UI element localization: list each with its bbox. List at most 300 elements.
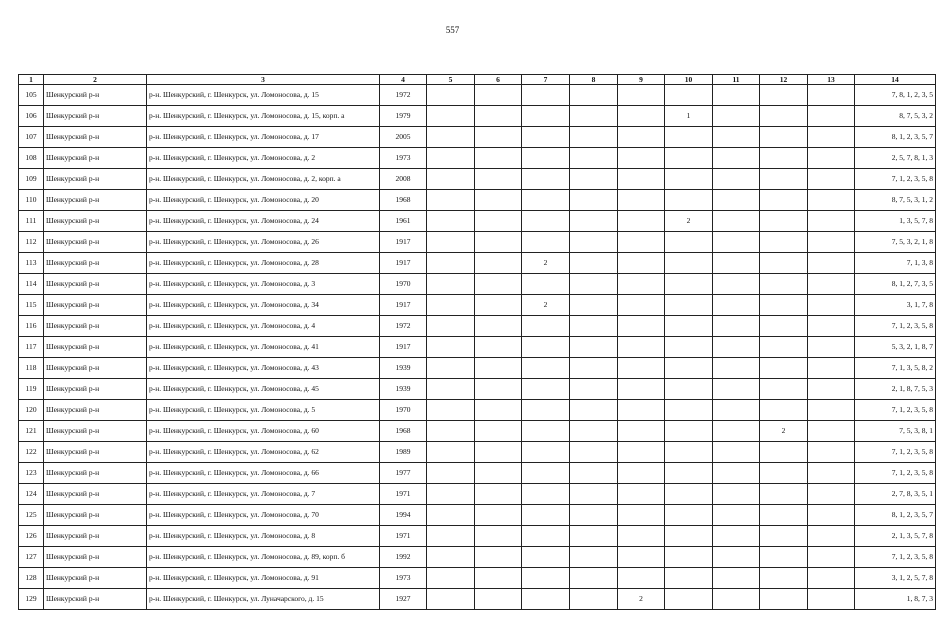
col10-cell xyxy=(665,484,713,505)
codes-cell: 7, 1, 3, 8 xyxy=(855,253,936,274)
table-row xyxy=(19,400,936,421)
col9-cell xyxy=(618,232,665,253)
column-header: 9 xyxy=(618,75,665,85)
col11-cell xyxy=(713,316,760,337)
col13-cell xyxy=(808,505,855,526)
year-cell: 1939 xyxy=(380,358,427,379)
col8-cell xyxy=(570,85,618,106)
col9-cell xyxy=(618,421,665,442)
col6-cell xyxy=(475,85,522,106)
col8-cell xyxy=(570,274,618,295)
codes-cell: 2, 7, 8, 3, 5, 1 xyxy=(855,484,936,505)
col5-cell xyxy=(427,568,475,589)
col11-cell xyxy=(713,127,760,148)
col12-cell xyxy=(760,526,808,547)
col7-cell xyxy=(522,85,570,106)
col12-cell xyxy=(760,169,808,190)
col5-cell xyxy=(427,379,475,400)
col7-cell xyxy=(522,274,570,295)
col9-cell xyxy=(618,148,665,169)
col12-cell xyxy=(760,463,808,484)
col8-cell xyxy=(570,148,618,169)
col9-cell xyxy=(618,358,665,379)
year-cell: 1917 xyxy=(380,295,427,316)
row-number-cell: 114 xyxy=(19,274,44,295)
district-cell: Шенкурский р-н xyxy=(44,379,147,400)
col10-cell xyxy=(665,526,713,547)
col12-cell xyxy=(760,85,808,106)
col9-cell xyxy=(618,400,665,421)
col9-cell xyxy=(618,442,665,463)
col6-cell xyxy=(475,358,522,379)
col10-cell xyxy=(665,568,713,589)
year-cell: 1979 xyxy=(380,106,427,127)
col7-cell xyxy=(522,127,570,148)
codes-cell: 7, 1, 2, 3, 5, 8 xyxy=(855,400,936,421)
col9-cell xyxy=(618,484,665,505)
table-row xyxy=(19,253,936,274)
row-number-cell: 123 xyxy=(19,463,44,484)
col7-cell xyxy=(522,379,570,400)
col10-cell xyxy=(665,379,713,400)
col7-cell xyxy=(522,568,570,589)
col8-cell xyxy=(570,379,618,400)
year-cell: 1971 xyxy=(380,484,427,505)
col12-cell xyxy=(760,274,808,295)
col8-cell xyxy=(570,316,618,337)
col11-cell xyxy=(713,400,760,421)
col11-cell xyxy=(713,190,760,211)
year-cell: 1927 xyxy=(380,589,427,610)
address-cell: р-н. Шенкурский, г. Шенкурск, ул. Ломоносова, д. 26 xyxy=(147,232,380,253)
year-cell: 1972 xyxy=(380,316,427,337)
codes-cell: 2, 1, 3, 5, 7, 8 xyxy=(855,526,936,547)
row-number-cell: 109 xyxy=(19,169,44,190)
col7-cell xyxy=(522,316,570,337)
col7-cell: 2 xyxy=(522,253,570,274)
row-number-cell: 115 xyxy=(19,295,44,316)
col9-cell xyxy=(618,211,665,232)
col6-cell xyxy=(475,442,522,463)
col6-cell xyxy=(475,379,522,400)
row-number-cell: 110 xyxy=(19,190,44,211)
year-cell: 1939 xyxy=(380,379,427,400)
col13-cell xyxy=(808,148,855,169)
col6-cell xyxy=(475,253,522,274)
year-cell: 1917 xyxy=(380,232,427,253)
col8-cell xyxy=(570,589,618,610)
district-cell: Шенкурский р-н xyxy=(44,169,147,190)
col8-cell xyxy=(570,211,618,232)
col6-cell xyxy=(475,295,522,316)
col13-cell xyxy=(808,253,855,274)
column-header: 12 xyxy=(760,75,808,85)
address-cell: р-н. Шенкурский, г. Шенкурск, ул. Луначарского, д. 15 xyxy=(147,589,380,610)
row-number-cell: 127 xyxy=(19,547,44,568)
district-cell: Шенкурский р-н xyxy=(44,589,147,610)
col8-cell xyxy=(570,505,618,526)
col5-cell xyxy=(427,442,475,463)
col9-cell xyxy=(618,526,665,547)
district-cell: Шенкурский р-н xyxy=(44,463,147,484)
col7-cell xyxy=(522,421,570,442)
col12-cell xyxy=(760,379,808,400)
col12-cell xyxy=(760,295,808,316)
col12-cell xyxy=(760,568,808,589)
col6-cell xyxy=(475,169,522,190)
col12-cell xyxy=(760,505,808,526)
table-row xyxy=(19,463,936,484)
address-cell: р-н. Шенкурский, г. Шенкурск, ул. Ломоносова, д. 41 xyxy=(147,337,380,358)
col13-cell xyxy=(808,547,855,568)
col8-cell xyxy=(570,295,618,316)
col13-cell xyxy=(808,295,855,316)
col5-cell xyxy=(427,358,475,379)
year-cell: 2008 xyxy=(380,169,427,190)
col12-cell xyxy=(760,253,808,274)
table-body xyxy=(19,85,936,610)
column-header: 3 xyxy=(147,75,380,85)
codes-cell: 7, 1, 2, 3, 5, 8 xyxy=(855,169,936,190)
col8-cell xyxy=(570,253,618,274)
col5-cell xyxy=(427,484,475,505)
district-cell: Шенкурский р-н xyxy=(44,295,147,316)
row-number-cell: 107 xyxy=(19,127,44,148)
col9-cell xyxy=(618,316,665,337)
col5-cell xyxy=(427,547,475,568)
address-cell: р-н. Шенкурский, г. Шенкурск, ул. Ломоносова, д. 4 xyxy=(147,316,380,337)
col12-cell xyxy=(760,484,808,505)
col10-cell xyxy=(665,589,713,610)
col6-cell xyxy=(475,316,522,337)
col10-cell xyxy=(665,274,713,295)
col11-cell xyxy=(713,505,760,526)
col6-cell xyxy=(475,526,522,547)
col10-cell: 2 xyxy=(665,211,713,232)
col5-cell xyxy=(427,106,475,127)
codes-cell: 8, 1, 2, 7, 3, 5 xyxy=(855,274,936,295)
codes-cell: 7, 8, 1, 2, 3, 5 xyxy=(855,85,936,106)
row-number-cell: 116 xyxy=(19,316,44,337)
col6-cell xyxy=(475,505,522,526)
codes-cell: 8, 1, 2, 3, 5, 7 xyxy=(855,127,936,148)
table-row xyxy=(19,526,936,547)
district-cell: Шенкурский р-н xyxy=(44,253,147,274)
year-cell: 1917 xyxy=(380,337,427,358)
row-number-cell: 128 xyxy=(19,568,44,589)
col9-cell xyxy=(618,106,665,127)
address-cell: р-н. Шенкурский, г. Шенкурск, ул. Ломоносова, д. 8 xyxy=(147,526,380,547)
col12-cell xyxy=(760,148,808,169)
col7-cell xyxy=(522,169,570,190)
col12-cell xyxy=(760,442,808,463)
col13-cell xyxy=(808,463,855,484)
table-row xyxy=(19,211,936,232)
table-row xyxy=(19,505,936,526)
col10-cell xyxy=(665,148,713,169)
year-cell: 1973 xyxy=(380,148,427,169)
col13-cell xyxy=(808,127,855,148)
col10-cell xyxy=(665,463,713,484)
col8-cell xyxy=(570,337,618,358)
col6-cell xyxy=(475,274,522,295)
table-row xyxy=(19,148,936,169)
codes-cell: 7, 1, 3, 5, 8, 2 xyxy=(855,358,936,379)
col9-cell xyxy=(618,85,665,106)
col8-cell xyxy=(570,547,618,568)
year-cell: 1973 xyxy=(380,568,427,589)
col5-cell xyxy=(427,400,475,421)
col9-cell xyxy=(618,463,665,484)
col13-cell xyxy=(808,589,855,610)
district-cell: Шенкурский р-н xyxy=(44,505,147,526)
col9-cell xyxy=(618,169,665,190)
col6-cell xyxy=(475,589,522,610)
col7-cell xyxy=(522,337,570,358)
col11-cell xyxy=(713,106,760,127)
col6-cell xyxy=(475,190,522,211)
codes-cell: 7, 1, 2, 3, 5, 8 xyxy=(855,316,936,337)
col11-cell xyxy=(713,442,760,463)
col12-cell xyxy=(760,211,808,232)
col13-cell xyxy=(808,316,855,337)
table-row xyxy=(19,106,936,127)
col7-cell: 2 xyxy=(522,295,570,316)
column-header: 8 xyxy=(570,75,618,85)
address-cell: р-н. Шенкурский, г. Шенкурск, ул. Ломоносова, д. 5 xyxy=(147,400,380,421)
col6-cell xyxy=(475,421,522,442)
district-cell: Шенкурский р-н xyxy=(44,274,147,295)
row-number-cell: 108 xyxy=(19,148,44,169)
table-row xyxy=(19,190,936,211)
col8-cell xyxy=(570,568,618,589)
col9-cell xyxy=(618,253,665,274)
column-header: 6 xyxy=(475,75,522,85)
header-row xyxy=(19,75,936,85)
col11-cell xyxy=(713,526,760,547)
col8-cell xyxy=(570,400,618,421)
col7-cell xyxy=(522,211,570,232)
col7-cell xyxy=(522,505,570,526)
year-cell: 1968 xyxy=(380,421,427,442)
table-row xyxy=(19,379,936,400)
address-cell: р-н. Шенкурский, г. Шенкурск, ул. Ломоносова, д. 91 xyxy=(147,568,380,589)
col8-cell xyxy=(570,106,618,127)
codes-cell: 1, 8, 7, 3 xyxy=(855,589,936,610)
col11-cell xyxy=(713,568,760,589)
year-cell: 1968 xyxy=(380,190,427,211)
col13-cell xyxy=(808,169,855,190)
col8-cell xyxy=(570,127,618,148)
table-row xyxy=(19,337,936,358)
col11-cell xyxy=(713,148,760,169)
address-cell: р-н. Шенкурский, г. Шенкурск, ул. Ломоносова, д. 28 xyxy=(147,253,380,274)
registry-table xyxy=(18,74,936,610)
col10-cell xyxy=(665,421,713,442)
col11-cell xyxy=(713,211,760,232)
col10-cell: 1 xyxy=(665,106,713,127)
codes-cell: 7, 1, 2, 3, 5, 8 xyxy=(855,442,936,463)
col8-cell xyxy=(570,484,618,505)
table-row xyxy=(19,316,936,337)
col12-cell xyxy=(760,232,808,253)
col6-cell xyxy=(475,211,522,232)
col9-cell xyxy=(618,505,665,526)
row-number-cell: 120 xyxy=(19,400,44,421)
col11-cell xyxy=(713,547,760,568)
district-cell: Шенкурский р-н xyxy=(44,190,147,211)
col11-cell xyxy=(713,463,760,484)
col9-cell xyxy=(618,337,665,358)
col8-cell xyxy=(570,190,618,211)
col12-cell xyxy=(760,400,808,421)
col11-cell xyxy=(713,253,760,274)
address-cell: р-н. Шенкурский, г. Шенкурск, ул. Ломоносова, д. 15 xyxy=(147,85,380,106)
table-row xyxy=(19,442,936,463)
col11-cell xyxy=(713,589,760,610)
col7-cell xyxy=(522,589,570,610)
row-number-cell: 126 xyxy=(19,526,44,547)
col13-cell xyxy=(808,358,855,379)
codes-cell: 3, 1, 7, 8 xyxy=(855,295,936,316)
col5-cell xyxy=(427,526,475,547)
address-cell: р-н. Шенкурский, г. Шенкурск, ул. Ломоносова, д. 60 xyxy=(147,421,380,442)
row-number-cell: 106 xyxy=(19,106,44,127)
year-cell: 1972 xyxy=(380,85,427,106)
address-cell: р-н. Шенкурский, г. Шенкурск, ул. Ломоносова, д. 2 xyxy=(147,148,380,169)
col10-cell xyxy=(665,295,713,316)
table-row xyxy=(19,421,936,442)
year-cell: 1970 xyxy=(380,400,427,421)
column-header: 14 xyxy=(855,75,936,85)
table-row xyxy=(19,484,936,505)
col5-cell xyxy=(427,211,475,232)
col7-cell xyxy=(522,400,570,421)
codes-cell: 7, 5, 3, 2, 1, 8 xyxy=(855,232,936,253)
col13-cell xyxy=(808,568,855,589)
year-cell: 1992 xyxy=(380,547,427,568)
row-number-cell: 119 xyxy=(19,379,44,400)
col7-cell xyxy=(522,484,570,505)
col13-cell xyxy=(808,274,855,295)
column-header: 4 xyxy=(380,75,427,85)
table-row xyxy=(19,358,936,379)
codes-cell: 8, 1, 2, 3, 5, 7 xyxy=(855,505,936,526)
col6-cell xyxy=(475,400,522,421)
district-cell: Шенкурский р-н xyxy=(44,547,147,568)
col7-cell xyxy=(522,442,570,463)
row-number-cell: 117 xyxy=(19,337,44,358)
col9-cell xyxy=(618,190,665,211)
codes-cell: 8, 7, 5, 3, 2 xyxy=(855,106,936,127)
col5-cell xyxy=(427,295,475,316)
codes-cell: 7, 1, 2, 3, 5, 8 xyxy=(855,547,936,568)
col6-cell xyxy=(475,232,522,253)
district-cell: Шенкурский р-н xyxy=(44,442,147,463)
row-number-cell: 124 xyxy=(19,484,44,505)
col10-cell xyxy=(665,232,713,253)
col10-cell xyxy=(665,442,713,463)
col9-cell xyxy=(618,379,665,400)
col7-cell xyxy=(522,106,570,127)
col7-cell xyxy=(522,190,570,211)
table-row xyxy=(19,274,936,295)
col10-cell xyxy=(665,127,713,148)
column-header: 11 xyxy=(713,75,760,85)
address-cell: р-н. Шенкурский, г. Шенкурск, ул. Ломоносова, д. 62 xyxy=(147,442,380,463)
row-number-cell: 112 xyxy=(19,232,44,253)
col10-cell xyxy=(665,358,713,379)
district-cell: Шенкурский р-н xyxy=(44,526,147,547)
col6-cell xyxy=(475,106,522,127)
col6-cell xyxy=(475,568,522,589)
col5-cell xyxy=(427,85,475,106)
col6-cell xyxy=(475,484,522,505)
address-cell: р-н. Шенкурский, г. Шенкурск, ул. Ломоносова, д. 15, корп. а xyxy=(147,106,380,127)
col5-cell xyxy=(427,232,475,253)
col8-cell xyxy=(570,463,618,484)
page-number: 557 xyxy=(445,25,460,35)
col12-cell xyxy=(760,127,808,148)
col13-cell xyxy=(808,421,855,442)
col12-cell xyxy=(760,589,808,610)
col12-cell xyxy=(760,190,808,211)
col9-cell xyxy=(618,547,665,568)
col13-cell xyxy=(808,85,855,106)
col12-cell xyxy=(760,358,808,379)
address-cell: р-н. Шенкурский, г. Шенкурск, ул. Ломоносова, д. 20 xyxy=(147,190,380,211)
row-number-cell: 105 xyxy=(19,85,44,106)
col11-cell xyxy=(713,484,760,505)
column-header: 1 xyxy=(19,75,44,85)
col6-cell xyxy=(475,463,522,484)
row-number-cell: 125 xyxy=(19,505,44,526)
table-row xyxy=(19,568,936,589)
address-cell: р-н. Шенкурский, г. Шенкурск, ул. Ломоносова, д. 17 xyxy=(147,127,380,148)
district-cell: Шенкурский р-н xyxy=(44,211,147,232)
table-row xyxy=(19,547,936,568)
col5-cell xyxy=(427,505,475,526)
address-cell: р-н. Шенкурский, г. Шенкурск, ул. Ломоносова, д. 70 xyxy=(147,505,380,526)
year-cell: 1971 xyxy=(380,526,427,547)
col13-cell xyxy=(808,484,855,505)
col10-cell xyxy=(665,253,713,274)
column-header: 2 xyxy=(44,75,147,85)
table-row xyxy=(19,295,936,316)
col5-cell xyxy=(427,589,475,610)
col5-cell xyxy=(427,337,475,358)
col10-cell xyxy=(665,316,713,337)
col13-cell xyxy=(808,106,855,127)
table-row xyxy=(19,127,936,148)
year-cell: 1917 xyxy=(380,253,427,274)
col11-cell xyxy=(713,379,760,400)
col7-cell xyxy=(522,463,570,484)
col8-cell xyxy=(570,442,618,463)
district-cell: Шенкурский р-н xyxy=(44,421,147,442)
district-cell: Шенкурский р-н xyxy=(44,484,147,505)
col13-cell xyxy=(808,190,855,211)
col5-cell xyxy=(427,253,475,274)
column-header: 7 xyxy=(522,75,570,85)
address-cell: р-н. Шенкурский, г. Шенкурск, ул. Ломоносова, д. 89, корп. б xyxy=(147,547,380,568)
col11-cell xyxy=(713,295,760,316)
address-cell: р-н. Шенкурский, г. Шенкурск, ул. Ломоносова, д. 45 xyxy=(147,379,380,400)
col13-cell xyxy=(808,526,855,547)
codes-cell: 8, 7, 5, 3, 1, 2 xyxy=(855,190,936,211)
table-row xyxy=(19,85,936,106)
year-cell: 1989 xyxy=(380,442,427,463)
